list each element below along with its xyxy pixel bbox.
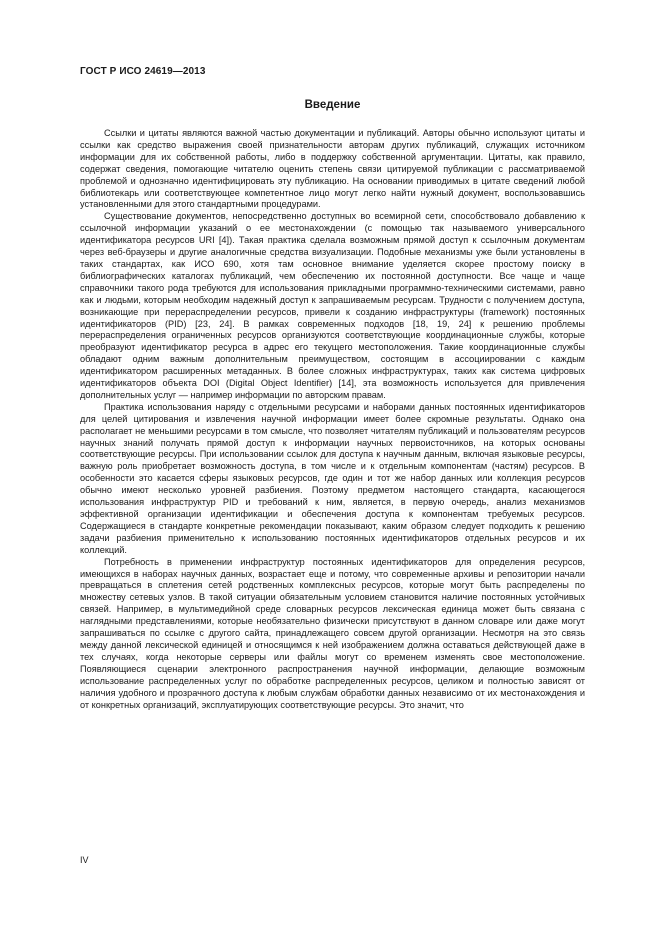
section-title: Введение bbox=[304, 99, 361, 111]
paragraph: Существование документов, непосредственно доступных во всемирной сети, способствовало добавлению к ссылочной информации указаний о ее местонахождении (с помощью так называемого универсального идентификатора ресурсов URI [4]). Такая практика сделала возможным прямой доступ к ссылочным документам через веб-браузеры и другие аналогичные средства визуализации. Подобные механизмы уже были установлены в таких стандартах, как ИСО 690, хотя там основное внимание уделяется скорее простому поиску в библиографических каталогах публикаций, чем обеспечению их постоянной доступности. Все чаще и чаще справочники такого рода требуются для использования прикладными программно-техническими системами, равно как и людьми, которым необходим надежный доступ к запрашиваемым ресурсам. Трудности с получением доступа, возникающие при перераспределении ресурсов, привели к созданию инфраструктуры (framework) постоянных идентификаторов (PID) [23, 24]. В рамках современных подходов [18, 19, 24] к решению проблемы перераспределения ограниченных ресурсов организуются соответствующие координационные службы, которые преобразуют идентификатор ресурса в адрес его текущего местоположения. Такие координационные службы обладают одним важным дополнительным преимуществом, состоящим в ассоциировании с каждым идентификатором расширенных метаданных. В более сложных инфраструктурах, таких как система цифровых идентификаторов объекта DOI (Digital Object Identifier) [14], эта возможность используется для привлечения дополнительных услуг — например информации по авторским правам. bbox=[80, 211, 585, 400]
paragraph: Практика использования наряду с отдельными ресурсами и наборами данных постоянных идентификаторов для целей цитирования и извлечения научной информации имеет более скромные результаты. Однако она располагает не меньшими ресурсами в том смысле, что позволяет читателям публикаций и пользователям ресурсов научных знаний получать прямой доступ к информации научных первоисточников, на которых основаны соответствующие ресурсы. При использовании ссылок для доступа к научным данным, включая языковые ресурсы, важную роль приобретает возможность доступа, в том числе и к отдельным компонентам (частям) ресурсов. В особенности это касается сферы языковых ресурсов, где один и тот же набор данных или коллекция ресурсов обычно имеют несколько уровней разбиения. Поэтому предметом настоящего стандарта, касающегося использования инфраструктур PID и требований к ним, является, в первую очередь, анализ механизмов эффективной организации идентификации и обеспечения доступа к компонентам требуемых ресурсов. Содержащиеся в стандарте конкретные рекомендации показывают, каким образом следует подходить к решению задачи разбиения применительно к использованию постоянных идентификаторов отдельных ресурсов и их коллекций. bbox=[80, 401, 585, 555]
page-number: IV bbox=[80, 855, 89, 865]
paragraph: Ссылки и цитаты являются важной частью документации и публикаций. Авторы обычно используют цитаты и ссылки как средство выражения своей признательности авторам других публикаций, служащих источником информации для их собственной работы, либо в поддержку собственной аргументации. Цитаты, как правило, содержат сведения, помогающие читателю оценить степень связи цитируемой публикации с рассматриваемой проблемой и однозначно идентифицировать эту публикацию. На основании приводимых в цитате сведений любой библиотекарь или соответствующее компетентное лицо могут легко найти нужный документ, воспользовавшись установленными для этого стандартными процедурами. bbox=[80, 128, 585, 210]
body-text bbox=[80, 128, 585, 711]
paragraph: Потребность в применении инфраструктур постоянных идентификаторов для определения ресурсов, имеющихся в наборах научных данных, возрастает еще и потому, что современные архивы и репозитории начали превращаться в сплетения сетей родственных комплексных ресурсов, которые могут быть распределены по множеству сетевых узлов. В такой ситуации обязательным условием становится наличие постоянных устойчивых связей. Например, в мультимедийной среде словарных ресурсов лексическая единица может быть связана с наглядными представлениями, которые необязательно физически присутствуют в данном словаре или даже могут запрашиваться по ссылке с другого сайта, принадлежащего совсем другой организации. Несмотря на это связь между данной лексической единицей и относящимся к ней изображением должна оставаться действующей даже в тех случаях, когда некоторые серверы или файлы могут со временем изменять свое местоположение. Появляющиеся сценарии электронного распространения научной информации, делающие возможным использование распределенных услуг по обработке распределенных ресурсов, целиком и полностью зависят от наличия удобного и прозрачного доступа к любым службам обработки данных независимо от их местонахождения и от конкретных организаций, эксплуатирующих соответствующие ресурсы. Это значит, что bbox=[80, 556, 585, 710]
standard-header: ГОСТ Р ИСО 24619—2013 bbox=[80, 66, 206, 77]
